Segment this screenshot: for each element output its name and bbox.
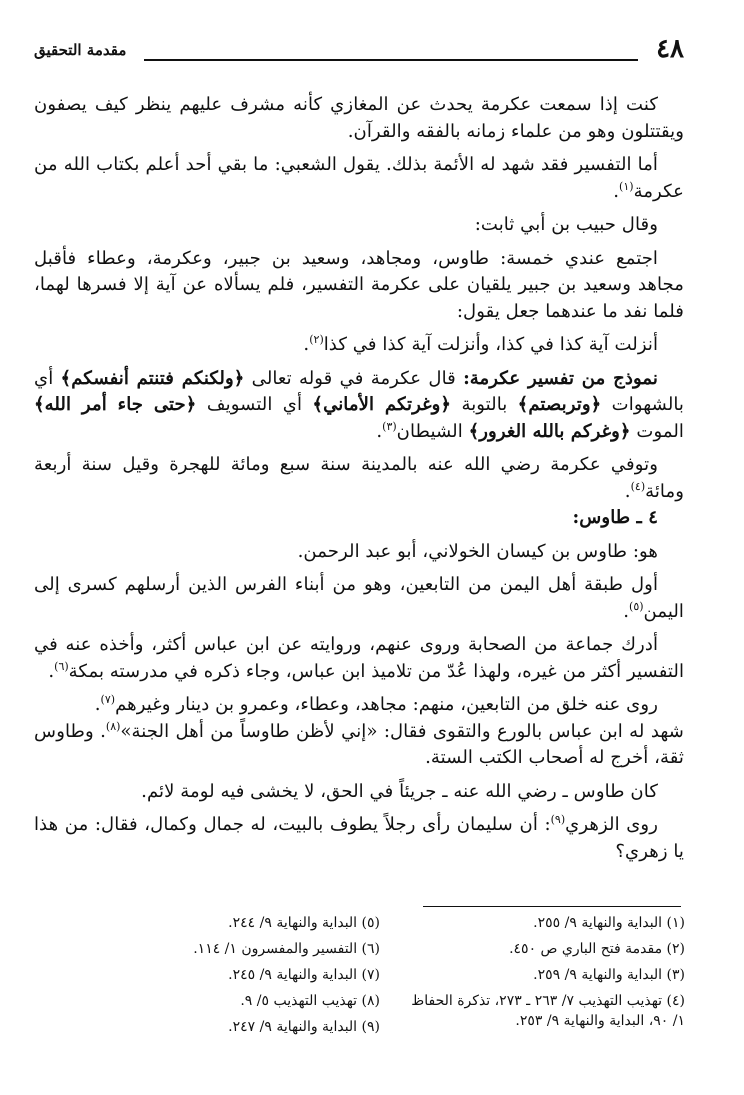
example-text: بالتوبة xyxy=(461,394,508,415)
footnote-ref-3[interactable]: (٣) xyxy=(382,419,397,433)
footnotes-left-column xyxy=(100,910,380,1040)
paragraph-maghazi: كنت إذا سمعت عكرمة يحدث عن المغازي كأنه مشرف عليهم ينظر كيف يصفون ويقتتلون وهو من علماء زمانه بالفقه والقرآن. xyxy=(34,94,684,142)
section-heading-tawus: ٤ ـ طاوس: xyxy=(572,507,658,528)
footnote-2: (٢) مقدمة فتح الباري ص ٤٥٠. xyxy=(509,941,685,957)
footnotes-right-column xyxy=(405,910,685,1031)
footnote-separator xyxy=(423,906,681,907)
footnote-ref-7[interactable]: (٧) xyxy=(100,692,116,706)
quran-verse: ﴿وغرتكم الأماني﴾ xyxy=(312,394,452,415)
footnote-4: (٤) تهذيب التهذيب ٧/ ٢٦٣ ـ ٢٧٣، تذكرة الحفاظ ١/ ٩٠، البداية والنهاية ٩/ ٢٥٣. xyxy=(411,993,685,1029)
footnote-ref-9[interactable]: (٩) xyxy=(550,812,566,826)
footnote-ref-2[interactable]: (٢) xyxy=(309,332,324,346)
period: . xyxy=(94,694,101,715)
paragraph-five-gathered: اجتمع عندي خمسة: طاوس، ومجاهد، وسعيد بن جبير، وعكرمة، وعطاء فأقبل مجاهد وسعيد بن جبير يلقيان على عكرمة التفسير، فلم يسألاه عن آية إلا فسرها لهما، فلما نفد ما عندهما جعل يقول: xyxy=(34,247,684,322)
quran-verse: ﴿حتى جاء أمر الله﴾ xyxy=(34,394,197,415)
header-rule xyxy=(144,59,638,61)
footnote-ref-5[interactable]: (٥) xyxy=(629,599,644,613)
quran-verse: ﴿ولكنكم فتنتم أنفسكم﴾ xyxy=(60,367,245,389)
page-header xyxy=(34,34,684,70)
example-text: أي بالشهوات xyxy=(34,367,684,415)
example-text: الشيطان xyxy=(396,420,463,442)
example-text: قال عكرمة في قوله تعالى xyxy=(251,367,456,389)
footnote-9: (٩) البداية والنهاية ٩/ ٢٤٧. xyxy=(228,1019,380,1035)
footnote-8: (٨) تهذيب التهذيب ٥/ ٩. xyxy=(240,993,380,1009)
paragraph-learning xyxy=(34,632,684,685)
example-text: أي التسويف xyxy=(206,394,303,415)
period: . xyxy=(624,480,631,502)
footnote-1: (١) البداية والنهاية ٩/ ٢٥٥. xyxy=(533,915,685,931)
period: . xyxy=(48,660,55,682)
footnote-6: (٦) التفسير والمفسرون ١/ ١١٤. xyxy=(193,941,380,957)
footnote-3: (٣) البداية والنهاية ٩/ ٢٥٩. xyxy=(533,967,685,983)
example-label: نموذج من تفسير عكرمة: xyxy=(463,367,658,389)
paragraph-zuhri xyxy=(34,812,684,865)
period: . xyxy=(376,420,383,442)
footnote-ref-6[interactable]: (٦) xyxy=(54,659,69,673)
paragraph-text: روى عنه خلق من التابعين، منهم: مجاهد، وعطاء، وعمرو بن دينار وغيرهم xyxy=(115,694,658,715)
paragraph-example xyxy=(34,366,684,446)
page-number: ٤٨ xyxy=(656,34,684,64)
paragraph-death xyxy=(34,452,684,505)
running-title: مقدمة التحقيق xyxy=(34,41,127,59)
paragraph-bravery: كان طاوس ـ رضي الله عنه ـ جريئاً في الحق، لا يخشى فيه لومة لائم. xyxy=(141,780,658,802)
paragraph-tafsir-witness xyxy=(34,152,684,205)
paragraph-origin xyxy=(34,572,684,625)
example-text: الموت xyxy=(636,420,684,442)
paragraph-text: أول طبقة أهل اليمن من التابعين، وهو من أبناء الفرس الذين أرسلهم كسرى إلى اليمن xyxy=(34,574,684,622)
paragraph-students xyxy=(34,692,684,719)
paragraph-text: روى الزهري xyxy=(565,814,658,835)
paragraph-text: وتوفي عكرمة رضي الله عنه بالمدينة سنة سبع ومائة للهجرة وقيل سنة أربعة ومائة xyxy=(34,454,684,502)
paragraph-habib: وقال حبيب بن أبي ثابت: xyxy=(474,214,658,235)
paragraph-text: أنزلت آية كذا في كذا، وأنزلت آية كذا في كذا xyxy=(323,334,658,355)
paragraph-quote xyxy=(34,332,684,359)
footnote-ref-1[interactable]: (١) xyxy=(619,179,634,193)
paragraph-text: أدرك جماعة من الصحابة وروى عنهم، وروايته عن ابن عباس أكثر، وأخذه عنه في التفسير أكثر من غيره، ولهذا عُدّ من تلاميذ ابن عباس، وجاء ذكره في مدرسته بمكة xyxy=(34,634,684,682)
paragraph-text: . وطاوس ثقة، أخرج له أصحاب الكتب الستة. xyxy=(34,720,684,768)
footnote-ref-8[interactable]: (٨) xyxy=(105,719,121,733)
period: . xyxy=(613,180,620,202)
paragraph-text: : أن سليمان رأى رجلاً يطوف بالبيت، له جمال وكمال، فقال: من هذا يا زهري؟ xyxy=(34,814,684,862)
period: . xyxy=(303,334,310,355)
period: . xyxy=(623,600,630,622)
paragraph-testimony xyxy=(34,719,684,772)
paragraph-identity: هو: طاوس بن كيسان الخولاني، أبو عبد الرحمن. xyxy=(297,540,658,562)
main-text xyxy=(34,92,684,872)
footnote-ref-4[interactable]: (٤) xyxy=(630,479,646,493)
quran-verse: ﴿وغركم بالله الغرور﴾ xyxy=(468,420,631,442)
paragraph-text: شهد له ابن عباس بالورع والتقوى فقال: «إني لأظن طاوساً من أهل الجنة» xyxy=(120,720,684,742)
quran-verse: ﴿وتربصتم﴾ xyxy=(517,394,602,415)
footnote-7: (٧) البداية والنهاية ٩/ ٢٤٥. xyxy=(228,967,380,983)
footnote-5: (٥) البداية والنهاية ٩/ ٢٤٤. xyxy=(228,915,380,931)
paragraph-text: أما التفسير فقد شهد له الأئمة بذلك. يقول الشعبي: ما بقي أحد أعلم بكتاب الله من عكرمة xyxy=(34,154,684,202)
